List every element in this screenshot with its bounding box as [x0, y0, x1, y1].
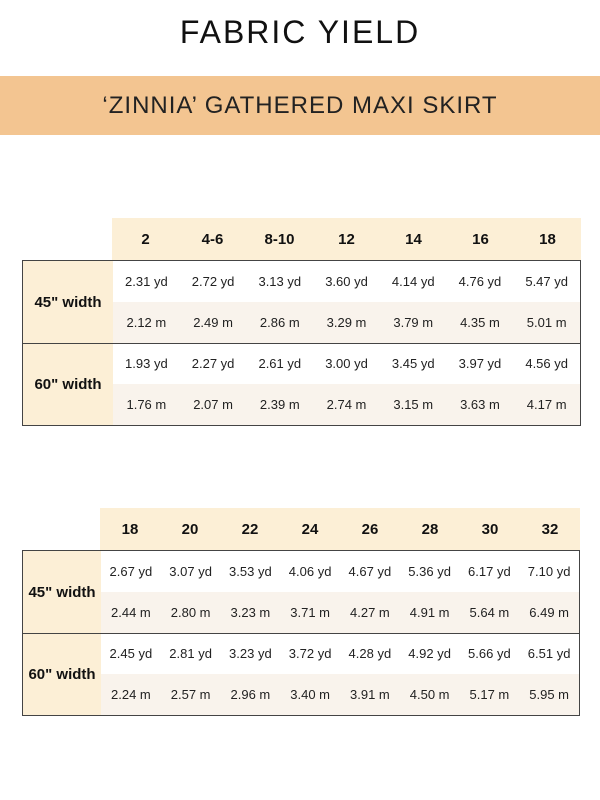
yardage-row: [101, 633, 579, 674]
yield-value-cell: 4.76 yd: [458, 274, 502, 289]
yield-value-cell: 6.51 yd: [527, 646, 571, 661]
yield-value-cell: 3.60 yd: [325, 274, 368, 289]
yield-value-cell: 2.72 yd: [191, 274, 235, 289]
meters-row: [101, 674, 579, 715]
size-header-cell: 22: [241, 520, 259, 538]
size-header-cell: 18: [539, 230, 556, 248]
yield-value-cell: 4.35 m: [460, 315, 500, 330]
group-divider: [23, 633, 579, 634]
yield-value-cell: 4.91 m: [409, 605, 450, 620]
width-group: [23, 551, 579, 633]
yield-value-cell: 3.71 m: [290, 605, 330, 620]
yield-value-cell: 2.57 m: [170, 687, 211, 702]
yield-value-cell: 2.80 m: [170, 605, 211, 620]
yield-value-cell: 2.07 m: [193, 397, 233, 412]
width-group: [23, 633, 579, 715]
yield-value-cell: 3.07 yd: [169, 564, 212, 579]
yield-value-cell: 1.76 m: [126, 397, 167, 412]
yield-value-cell: 2.44 m: [111, 605, 151, 620]
yield-value-cell: 4.14 yd: [391, 274, 435, 289]
width-group: [23, 261, 580, 343]
size-header-cell: 14: [405, 230, 422, 248]
meters-row: [113, 302, 580, 343]
yield-value-cell: 2.86 m: [259, 315, 300, 330]
yield-value-cell: 2.49 m: [193, 315, 233, 330]
yield-value-cell: 3.15 m: [393, 397, 434, 412]
yield-value-cell: 3.40 m: [290, 687, 330, 702]
width-group: [23, 343, 580, 425]
yield-value-cell: 4.27 m: [350, 605, 390, 620]
yield-value-cell: 4.56 yd: [525, 356, 568, 371]
yield-value-cell: 2.31 yd: [125, 274, 168, 289]
fabric-width-label: 60" width: [23, 633, 101, 715]
yield-value-cell: 4.92 yd: [408, 646, 451, 661]
fabric-width-label: 45" width: [23, 551, 101, 633]
size-header-cell: 28: [421, 520, 439, 538]
yield-value-cell: 3.23 m: [230, 605, 271, 620]
yield-value-cell: 4.28 yd: [348, 646, 392, 661]
size-header-cell: 4-6: [201, 230, 224, 248]
yield-value-cell: 3.97 yd: [458, 356, 502, 371]
yield-value-cell: 1.93 yd: [125, 356, 168, 371]
yield-value-cell: 2.67 yd: [109, 564, 153, 579]
yield-value-cell: 2.45 yd: [109, 646, 153, 661]
yield-value-cell: 2.61 yd: [258, 356, 302, 371]
yield-value-cell: 2.74 m: [326, 397, 367, 412]
yield-table-body: [22, 260, 581, 426]
yardage-row: [113, 343, 580, 384]
meters-row: [113, 384, 580, 425]
yield-value-cell: 2.24 m: [111, 687, 151, 702]
yield-value-cell: 6.49 m: [529, 605, 569, 620]
size-header-cell: 16: [472, 230, 489, 248]
yield-value-cell: 3.91 m: [350, 687, 390, 702]
yield-value-cell: 3.79 m: [393, 315, 434, 330]
yield-value-cell: 4.17 m: [526, 397, 567, 412]
yield-value-cell: 5.66 yd: [468, 646, 511, 661]
size-header-cell: 2: [141, 230, 150, 248]
yield-value-cell: 5.47 yd: [525, 274, 568, 289]
meters-row: [101, 592, 579, 633]
size-header-cell: 30: [481, 520, 499, 538]
yield-value-cell: 4.06 yd: [288, 564, 332, 579]
yield-value-cell: 3.53 yd: [229, 564, 272, 579]
yardage-row: [101, 551, 579, 592]
yield-value-cell: 3.63 m: [460, 397, 500, 412]
page-title: FABRIC YIELD: [179, 14, 421, 50]
yield-value-cell: 5.64 m: [469, 605, 510, 620]
yield-value-cell: 6.17 yd: [468, 564, 511, 579]
size-header-row: [112, 218, 581, 260]
yield-value-cell: 7.10 yd: [527, 564, 571, 579]
size-header-cell: 8-10: [264, 230, 295, 248]
size-header-cell: 20: [181, 520, 199, 538]
yield-value-cell: 3.13 yd: [258, 274, 302, 289]
size-header-cell: 26: [361, 520, 379, 538]
yield-value-cell: 2.96 m: [230, 687, 271, 702]
yardage-row: [113, 261, 580, 302]
yield-value-cell: 2.81 yd: [169, 646, 212, 661]
size-header-cell: 18: [121, 520, 139, 538]
yield-value-cell: 2.12 m: [126, 315, 167, 330]
size-header-cell: 32: [541, 520, 559, 538]
yield-table-body: [22, 550, 580, 716]
size-header-row: [100, 508, 580, 550]
pattern-name: ‘ZINNIA’ GATHERED MAXI SKIRT: [102, 91, 498, 119]
group-divider: [23, 343, 580, 344]
yield-value-cell: 3.45 yd: [391, 356, 435, 371]
yield-value-cell: 4.67 yd: [348, 564, 392, 579]
yield-value-cell: 2.39 m: [259, 397, 300, 412]
yield-value-cell: 5.17 m: [469, 687, 510, 702]
fabric-width-label: 60" width: [23, 343, 113, 425]
yield-value-cell: 3.29 m: [326, 315, 367, 330]
fabric-width-label: 45" width: [23, 261, 113, 343]
size-header-cell: 12: [338, 230, 355, 248]
yield-value-cell: 5.36 yd: [408, 564, 451, 579]
yield-value-cell: 3.72 yd: [288, 646, 332, 661]
size-header-cell: 24: [301, 520, 319, 538]
yield-value-cell: 4.50 m: [409, 687, 450, 702]
yield-value-cell: 3.23 yd: [229, 646, 272, 661]
yield-value-cell: 5.95 m: [529, 687, 569, 702]
yield-value-cell: 2.27 yd: [191, 356, 235, 371]
yield-value-cell: 5.01 m: [526, 315, 567, 330]
pattern-name-banner: [0, 76, 600, 135]
yield-value-cell: 3.00 yd: [325, 356, 368, 371]
